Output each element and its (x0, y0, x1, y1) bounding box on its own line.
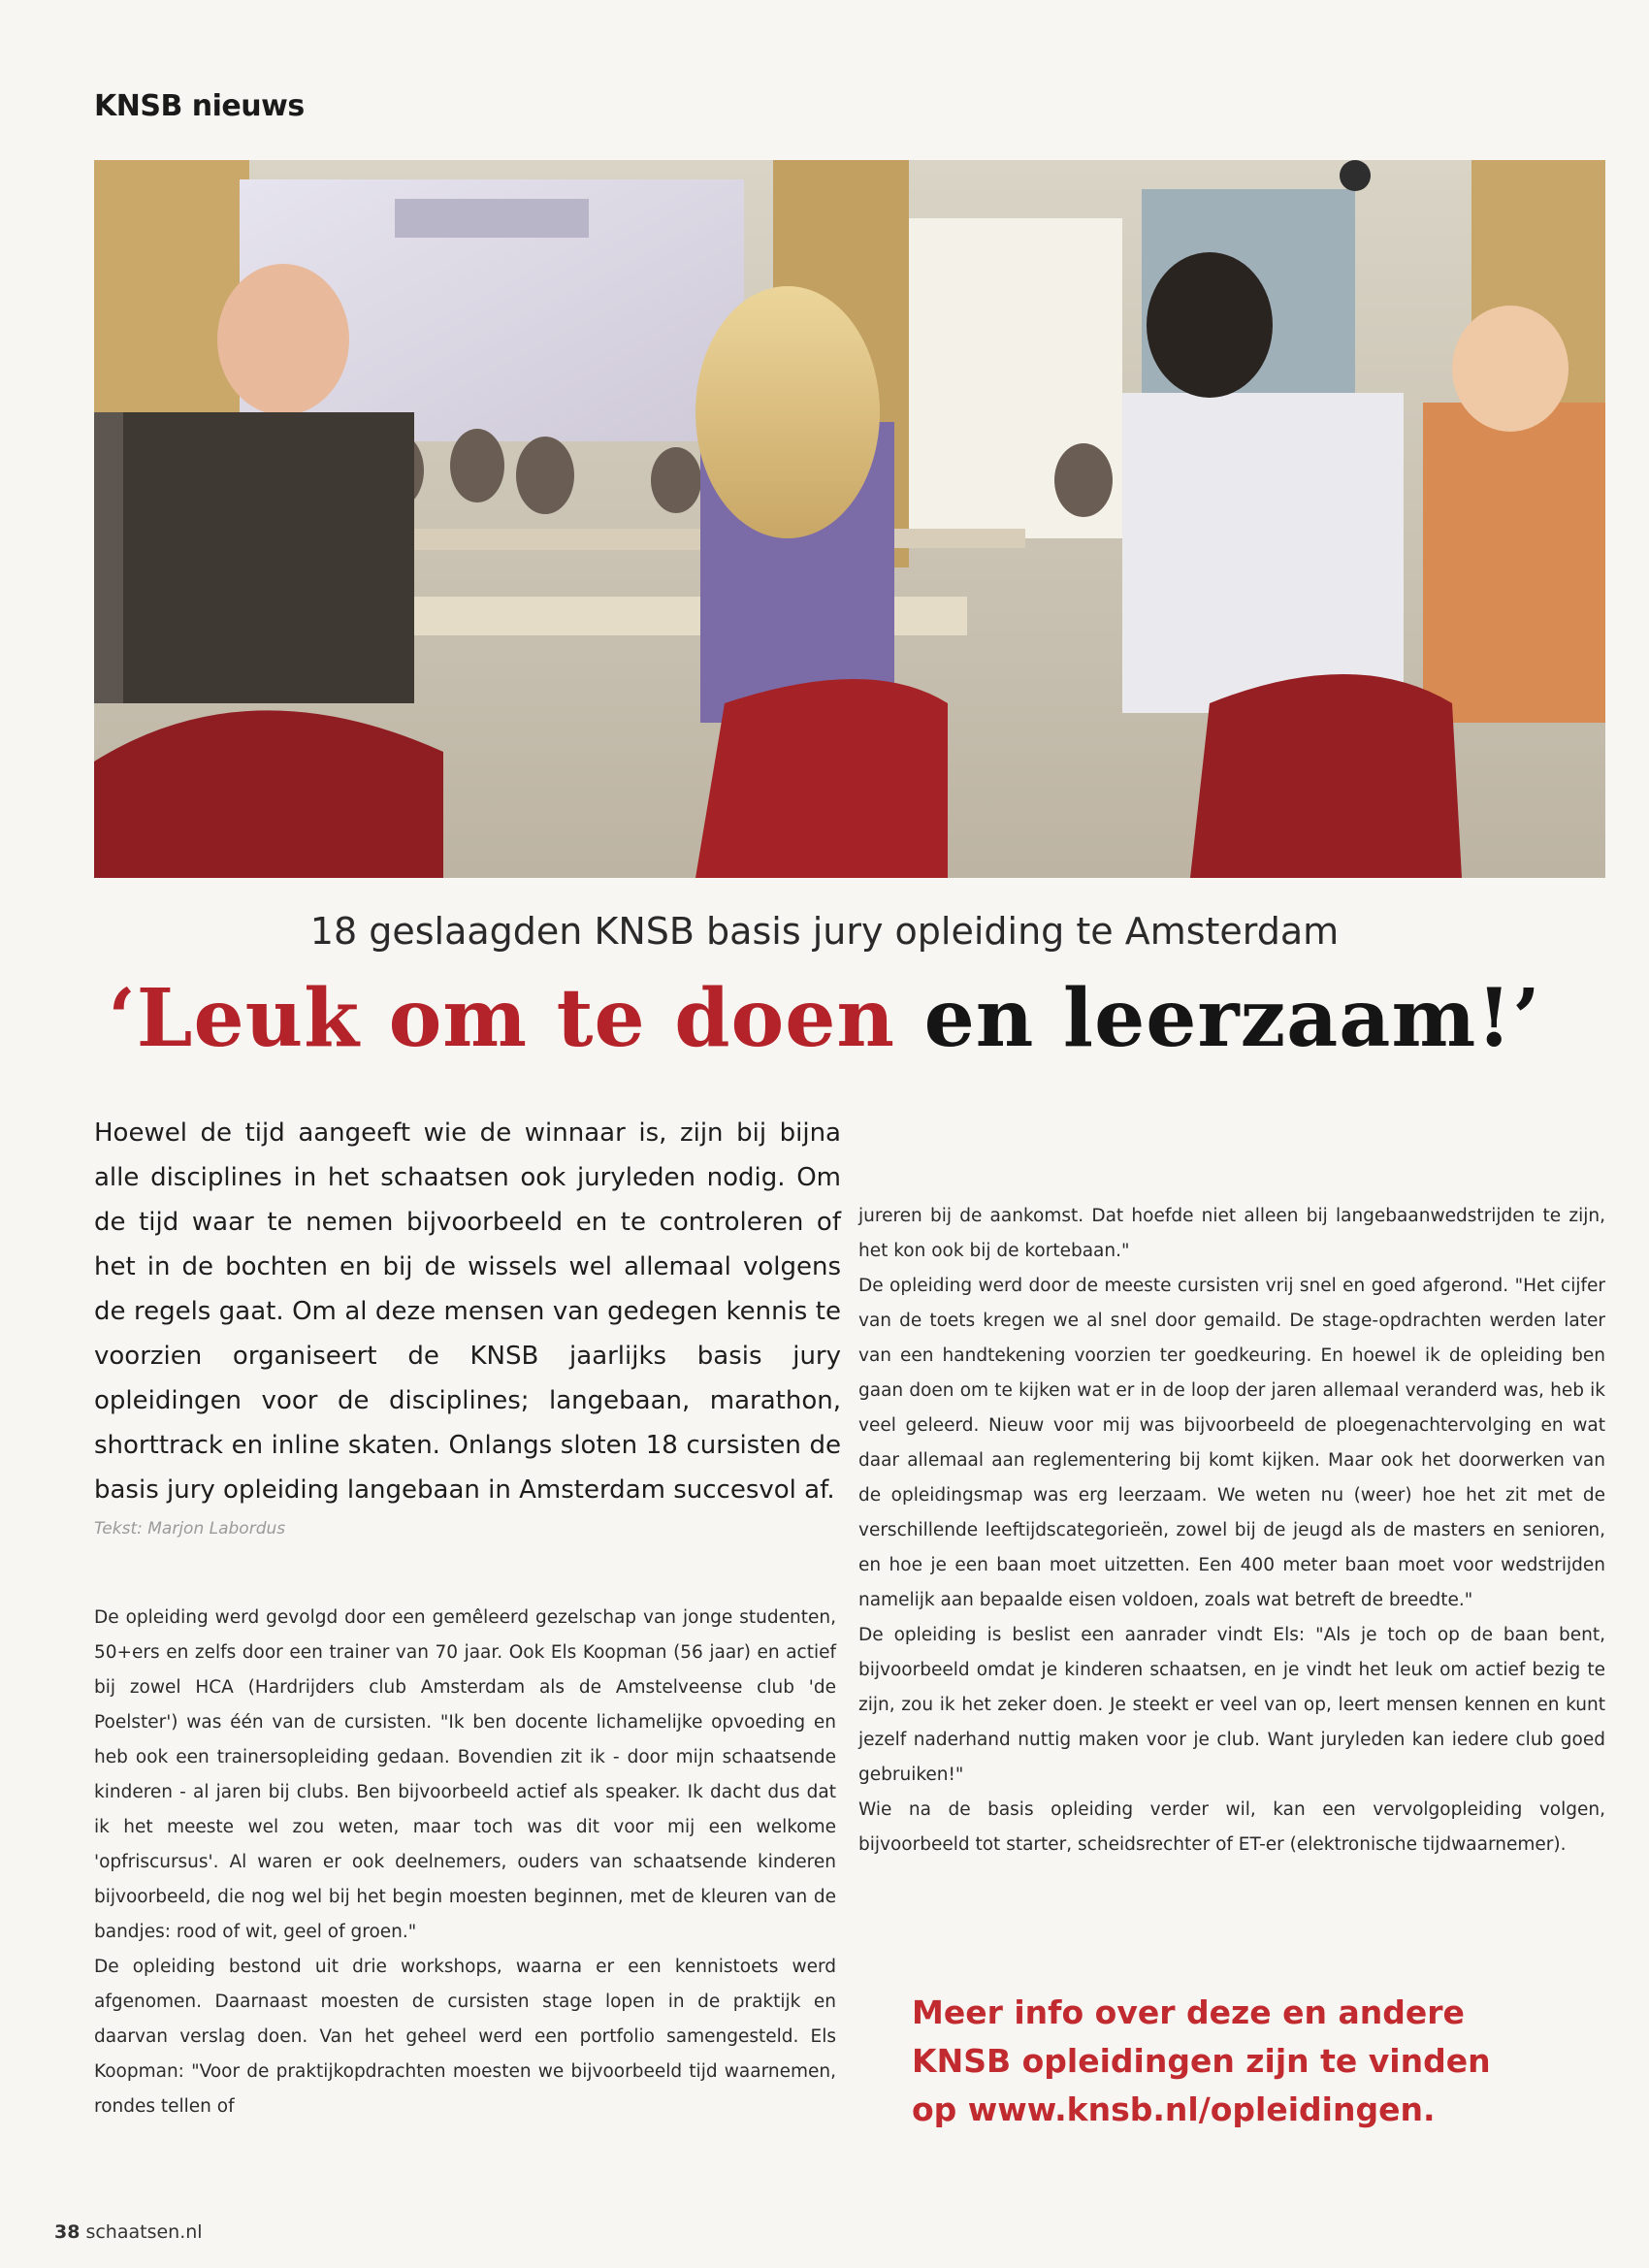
page-number: 38 (54, 2221, 81, 2243)
article-byline: Tekst: Marjon Labordus (94, 1519, 286, 1539)
classroom-photo-icon (94, 160, 1605, 878)
body-paragraph: De opleiding is beslist een aanrader vindt Els: "Als je toch op de baan bent, bijvoorbeeld omdat je kinderen schaatsen, en je vindt het leuk om actief bezig te zijn, zou ik het zeker doen. Je steekt er veel van op, leert mensen kennen en kunt jezelf naderhand nuttig maken voor je club. Want juryleden kan iedere club goed gebruiken!" (858, 1625, 1605, 1785)
article-column-left (94, 1601, 836, 2124)
headline-black-part: en leerzaam!’ (895, 972, 1541, 1065)
article-headline (0, 972, 1649, 1065)
article-intro (94, 1111, 841, 1512)
body-paragraph: jureren bij de aankomst. Dat hoefde niet alleen bij langebaanwedstrijden te zijn, het kon ook bij de kortebaan." (858, 1206, 1605, 1261)
body-paragraph: De opleiding werd door de meeste cursisten vrij snel en goed afgerond. "Het cijfer van de toets kregen we al snel door gemaild. De stage-opdrachten werden later van een handtekening voorzien ter goedkeuring. En hoewel ik de opleiding ben gaan doen om te kijken wat er in de loop der jaren allemaal veranderd was, heb ik veel geleerd. Nieuw voor mij was bijvoorbeeld de ploegenachtervolging en wat daar allemaal aan reglementering bij komt kijken. Maar ook het doorwerken van de opleidingsmap was erg leerzaam. We weten nu (weer) hoe het zit met de verschillende leeftijdscategorieën, zowel bij de jeugd als de masters en senioren, en hoe je een baan moet uitzetten. Een 400 meter baan moet voor wedstrijden namelijk aan bepaalde eisen voldoen, zoals wat betreft de breedte." (858, 1276, 1605, 1610)
body-paragraph: De opleiding bestond uit drie workshops, waarna er een kennistoets werd afgenomen. Daarnaast moesten de cursisten stage lopen in de praktijk en daarvan verslag doen. Van het geheel werd een portfolio samengesteld. Els Koopman: "Voor de praktijkopdrachten moesten we bijvoorbeeld tijd waarnemen, rondes tellen of (94, 1957, 836, 2117)
section-label: KNSB nieuws (94, 89, 305, 123)
callout-line: op www.knsb.nl/opleidingen. (912, 2090, 1436, 2128)
info-callout (912, 1989, 1571, 2134)
page-footer (54, 2221, 203, 2243)
article-subtitle: 18 geslaagden KNSB basis jury opleiding te Amsterdam (309, 910, 1340, 953)
classroom-photo (94, 160, 1605, 878)
body-paragraph: De opleiding werd gevolgd door een gemêleerd gezelschap van jonge studenten, 50+ers en zelfs door een trainer van 70 jaar. Ook Els Koopman (56 jaar) en actief bij zowel HCA (Hardrijders club Amsterdam als de Amstelveense club 'de Poelster') was één van de cursisten. "Ik ben docente lichamelijke opvoeding en heb ook een trainersopleiding gedaan. Bovendien zit ik - door mijn schaatsende kinderen - al jaren bij clubs. Ben bijvoorbeeld actief als speaker. Ik dacht dus dat ik het meeste wel zou weten, maar toch was dit voor mij een welkome 'opfriscursus'. Al waren er ook deelnemers, ouders van schaatsende kinderen bijvoorbeeld, die nog wel bij het begin moesten beginnen, met de kleuren van de bandjes: rood of wit, geel of groen." (94, 1607, 836, 1942)
footer-site: schaatsen.nl (85, 2221, 203, 2243)
intro-paragraph: Hoewel de tijd aangeeft wie de winnaar is, zijn bij bijna alle disciplines in het schaatsen ook juryleden nodig. Om de tijd waar te nemen bijvoorbeeld en te controleren of het in de bochten en bij de wissels wel allemaal volgens de regels gaat. Om al deze mensen van gedegen kennis te voorzien organiseert de KNSB jaarlijks basis jury opleidingen voor de disciplines; langebaan, marathon, shorttrack en inline skaten. Onlangs sloten 18 cursisten de basis jury opleiding langebaan in Amsterdam succesvol af. (94, 1118, 841, 1505)
article-column-right (858, 1199, 1605, 1863)
callout-line: Meer info over deze en andere (912, 1993, 1465, 2031)
body-paragraph: Wie na de basis opleiding verder wil, kan een vervolgopleiding volgen, bijvoorbeeld tot starter, scheidsrechter of ET-er (elektronische tijdwaarnemer). (858, 1799, 1605, 1855)
callout-line: KNSB opleidingen zijn te vinden (912, 2042, 1491, 2080)
headline-red-part: ‘Leuk om te doen (108, 972, 896, 1065)
